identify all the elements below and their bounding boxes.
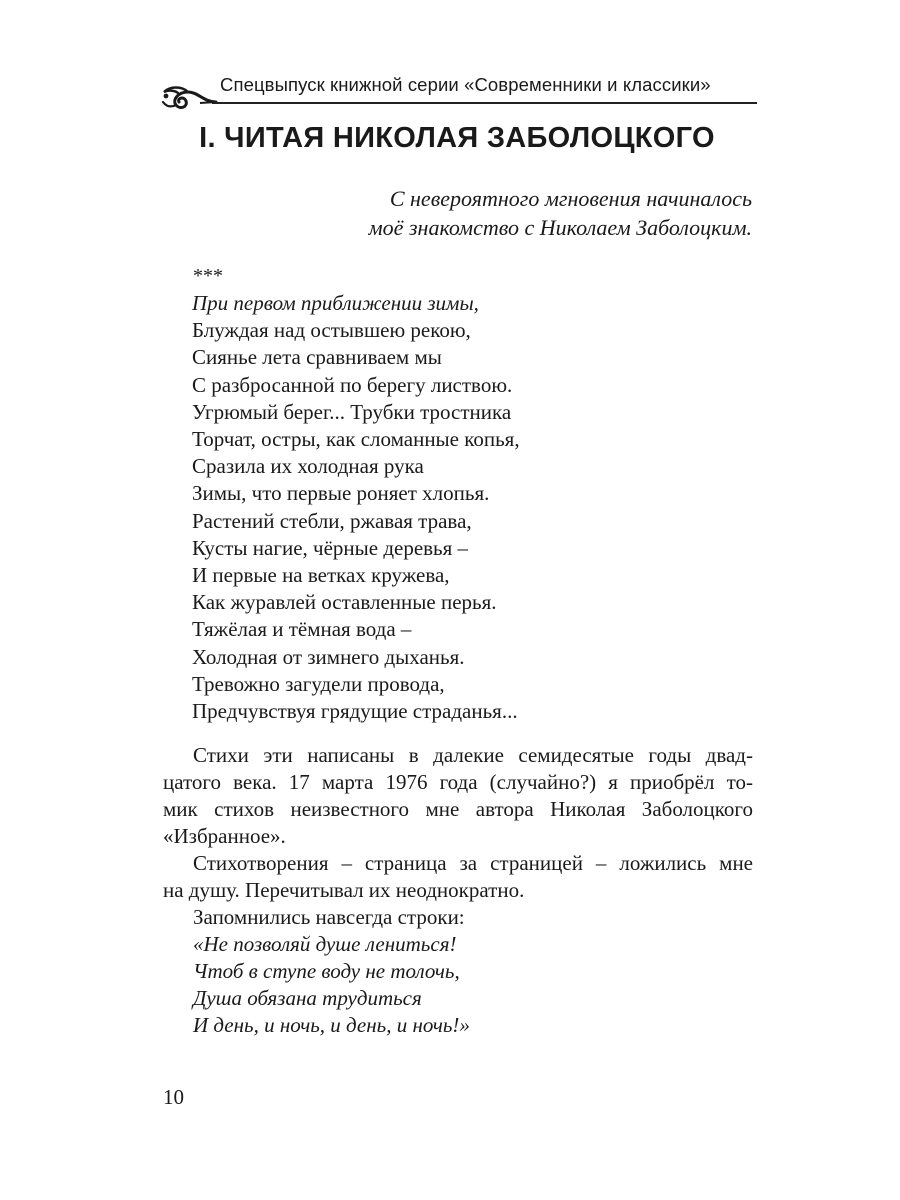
poem — [192, 290, 520, 725]
poem-line: Предчувствуя грядущие страданья... — [192, 699, 518, 724]
poem-line: Сиянье лета сравниваем мы — [192, 345, 442, 370]
prose-line: Стихотворения – страница за страницей – ложились мне — [193, 851, 753, 875]
poem-line: И первые на ветках кружева, — [192, 563, 450, 588]
prose-body — [163, 742, 753, 1039]
epigraph-line: С невероятного мгновения начиналось — [389, 186, 752, 211]
prose-line: Запомнились навсегда строки: — [193, 905, 465, 929]
quote-line: И день, и ночь, и день, и ночь!» — [193, 1013, 470, 1037]
poem-line: С разбросанной по берегу листвою. — [192, 372, 513, 397]
header-divider — [212, 102, 757, 104]
chapter-title: I. ЧИТАЯ НИКОЛАЯ ЗАБОЛОЦКОГО — [199, 122, 715, 154]
poem-line: Угрюмый берег... Трубки тростника — [192, 399, 512, 424]
poem-line: Кусты нагие, чёрные деревья – — [192, 535, 469, 560]
poem-line: Блуждая над остывшею рекою, — [192, 318, 471, 343]
poem-line: Как журавлей оставленные перья. — [192, 590, 497, 615]
prose-line: мик стихов неизвестного мне автора Николая Заболоцкого — [163, 797, 753, 821]
running-header-title: Спецвыпуск книжной серии «Современники и классики» — [220, 74, 711, 95]
poem-line: Растений стебли, ржавая трава, — [192, 508, 472, 533]
poem-line: Холодная от зимнего дыханья. — [192, 644, 465, 669]
page-number: 10 — [163, 1085, 184, 1109]
quote-line: Душа обязана трудиться — [193, 986, 422, 1010]
poem-line: Торчат, остры, как сломанные копья, — [192, 427, 520, 452]
poem-line: Сразила их холодная рука — [192, 454, 424, 479]
epigraph-line: моё знакомство с Николаем Заболоцким. — [368, 215, 752, 240]
prose-line: цатого века. 17 марта 1976 года (случайно?) я приобрёл то- — [163, 770, 753, 794]
poem-marker: *** — [193, 265, 223, 287]
poem-line: При первом приближении зимы, — [192, 291, 479, 315]
poem-line: Тяжёлая и тёмная вода – — [192, 617, 412, 642]
prose-line: Стихи эти написаны в далекие семидесятые годы двад- — [193, 743, 753, 767]
quote-line: Чтоб в ступе воду не толочь, — [193, 959, 460, 983]
prose-line: «Избранное». — [163, 824, 286, 848]
epigraph — [369, 184, 752, 242]
flourish-ornament-icon — [160, 82, 218, 112]
poem-line: Зимы, что первые роняет хлопья. — [192, 481, 490, 506]
poem-line: Тревожно загудели провода, — [192, 671, 445, 696]
quote-line: «Не позволяй душе лениться! — [193, 932, 457, 956]
prose-line: на душу. Перечитывал их неоднократно. — [163, 878, 525, 902]
